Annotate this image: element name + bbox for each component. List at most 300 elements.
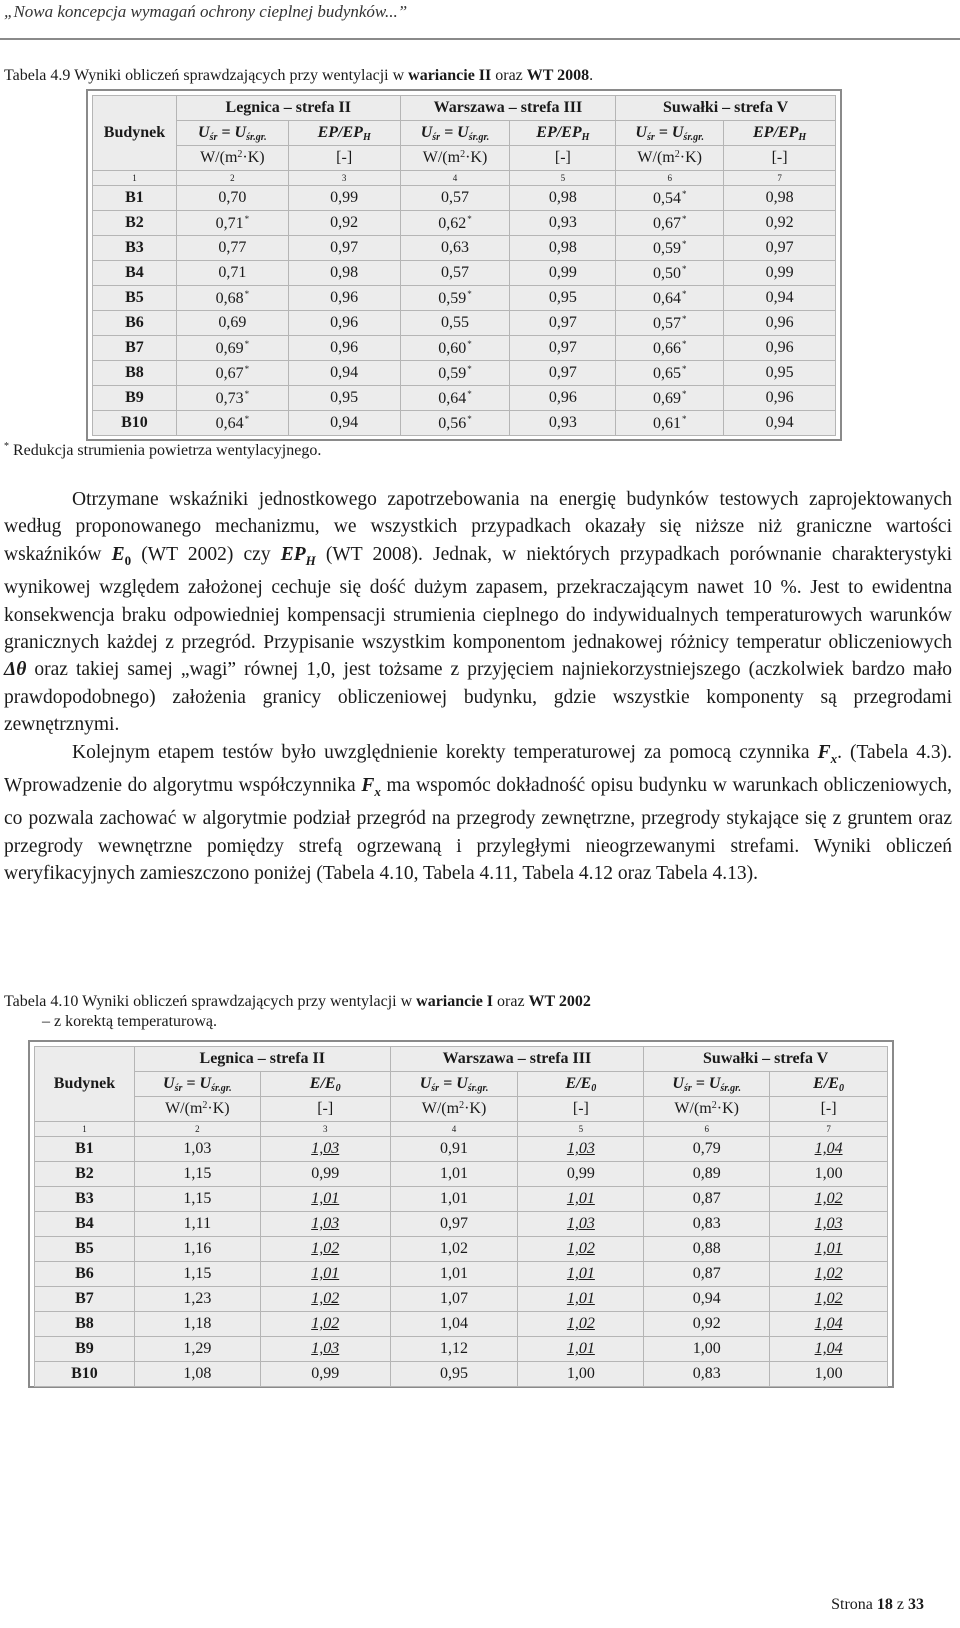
- table-cell: 1,15: [134, 1262, 260, 1287]
- cell-value: 0,96: [330, 339, 359, 356]
- table-cell: [724, 211, 836, 236]
- cell-value: 0,96: [548, 389, 577, 406]
- reduction-mark: *: [244, 413, 250, 424]
- table1-col-number: 4: [400, 171, 510, 186]
- reduction-mark: *: [681, 288, 687, 299]
- table2-unit-e: [-]: [518, 1097, 644, 1122]
- reduction-mark: *: [681, 213, 687, 224]
- symbol-subscript: H: [798, 131, 807, 143]
- cell-value: 0,63: [441, 239, 469, 256]
- table-cell: 0,94: [644, 1287, 770, 1312]
- table2-group-header: Warszawa – strefa III: [390, 1047, 644, 1072]
- table-row: [35, 1137, 888, 1162]
- cell-value: 0,57: [652, 314, 681, 332]
- table-cell: 1,02: [518, 1312, 644, 1337]
- table-cell: 0,95: [390, 1362, 518, 1387]
- row-label: B5: [93, 286, 177, 311]
- cell-value: 0,57: [441, 264, 469, 281]
- table2-group-header: Suwałki – strefa V: [644, 1047, 888, 1072]
- footer-middle: z: [892, 1596, 908, 1613]
- table-cell: 1,04: [770, 1312, 888, 1337]
- table-row: [93, 411, 836, 436]
- table1-col-ep-header: [288, 121, 400, 146]
- table-cell: 1,29: [134, 1337, 260, 1362]
- table-cell: [288, 411, 400, 436]
- table-row: [93, 286, 836, 311]
- table-cell: [400, 186, 510, 211]
- p1-text: (: [131, 543, 148, 565]
- table-cell: 1,18: [134, 1312, 260, 1337]
- table-cell: 1,03: [260, 1212, 390, 1237]
- table2-col-number: 1: [35, 1122, 135, 1137]
- symbol-main: EP/EP: [536, 123, 582, 141]
- footer-total-pages: 33: [908, 1596, 924, 1613]
- table2-header-symbols: [35, 1072, 888, 1097]
- table1-column-numbers: [93, 171, 836, 186]
- table-cell: [724, 286, 836, 311]
- cell-value: 0,96: [330, 314, 359, 331]
- cell-value: 0,99: [765, 264, 794, 281]
- table1-caption-prefix: Tabela 4.9 Wyniki obliczeń sprawdzających przy wentylacji w: [4, 67, 409, 84]
- p1-text: WT 2002: [147, 543, 227, 565]
- table-cell: 1,01: [260, 1187, 390, 1212]
- table2-col-number: 3: [260, 1122, 390, 1137]
- table-cell: [400, 311, 510, 336]
- reduction-mark: *: [681, 313, 687, 324]
- table-row: [35, 1287, 888, 1312]
- table1-caption: [4, 66, 593, 86]
- table-cell: [724, 336, 836, 361]
- running-title: „Nowa koncepcja wymagań ochrony cieplnej budynków...”: [4, 2, 408, 21]
- table-row: [93, 336, 836, 361]
- table-cell: [400, 361, 510, 386]
- table-cell: 1,11: [134, 1212, 260, 1237]
- table1-frame: [86, 89, 842, 441]
- table-cell: [510, 361, 616, 386]
- symbol-equals: = U: [654, 123, 684, 141]
- cell-value: 0,59: [438, 289, 467, 307]
- symbol-subscript: śr.gr.: [720, 1082, 741, 1094]
- table-cell: [176, 311, 288, 336]
- row-label: B6: [93, 311, 177, 336]
- table-cell: 0,87: [644, 1187, 770, 1212]
- table-cell: [288, 211, 400, 236]
- table-cell: [400, 236, 510, 261]
- unit-text: ·K): [679, 149, 702, 166]
- unit-text: W/(m: [674, 1100, 712, 1117]
- table-row: [93, 211, 836, 236]
- table1-footnote: [4, 441, 321, 460]
- cell-value: 0,93: [548, 214, 577, 231]
- unit-text: W/(m: [421, 1100, 460, 1117]
- table1-col-number: 7: [724, 171, 836, 186]
- row-label: B7: [93, 336, 177, 361]
- table-cell: 1,23: [134, 1287, 260, 1312]
- table1-col-number: 3: [288, 171, 400, 186]
- symbol-subscript: śr: [432, 131, 441, 143]
- row-label: B3: [35, 1187, 135, 1212]
- table1-building-header: Budynek: [93, 96, 177, 171]
- p2-text: . (Tabela 4.3). Wprowadzenie do algorytmu współczynnika: [4, 741, 952, 796]
- table2-unit-e: [-]: [770, 1097, 888, 1122]
- cell-value: 0,73: [215, 389, 244, 407]
- table-cell: 0,89: [644, 1162, 770, 1187]
- unit-superscript: 2: [460, 149, 466, 160]
- cell-value: 0,55: [441, 314, 469, 331]
- reduction-mark: *: [467, 363, 472, 374]
- table-cell: [616, 186, 724, 211]
- row-label: B4: [35, 1212, 135, 1237]
- table-cell: [616, 336, 724, 361]
- table-cell: [724, 261, 836, 286]
- table1-col-number: 6: [616, 171, 724, 186]
- table2-caption-prefix: Tabela 4.10 Wyniki obliczeń sprawdzających przy wentylacji w: [4, 993, 417, 1010]
- row-label: B3: [93, 236, 177, 261]
- table1-col-ep-header: [724, 121, 836, 146]
- table1-col-u-header: [400, 121, 510, 146]
- table-cell: 0,87: [644, 1262, 770, 1287]
- cell-value: 0,97: [548, 364, 577, 381]
- unit-text: W/(m: [637, 149, 675, 166]
- reduction-mark: *: [681, 413, 687, 424]
- table-cell: [176, 411, 288, 436]
- table1-col-number: 5: [510, 171, 616, 186]
- unit-text: ·K): [242, 149, 265, 166]
- cell-value: 0,96: [765, 339, 794, 356]
- symbol-subscript: śr: [431, 1082, 440, 1094]
- table2: [34, 1046, 888, 1387]
- cell-value: 0,94: [330, 364, 359, 381]
- table1: [92, 95, 836, 436]
- table-cell: 1,01: [260, 1262, 390, 1287]
- reduction-mark: *: [467, 413, 472, 424]
- symbol-subscript: śr: [209, 131, 218, 143]
- table-cell: [616, 261, 724, 286]
- table-cell: 1,02: [260, 1312, 390, 1337]
- table1-col-number: 2: [176, 171, 288, 186]
- table1-header-symbols: [93, 121, 836, 146]
- table-cell: [724, 186, 836, 211]
- table2-col-number: 2: [134, 1122, 260, 1137]
- cell-value: 0,61: [652, 414, 681, 432]
- cell-value: 0,59: [438, 364, 467, 382]
- row-label: B9: [35, 1337, 135, 1362]
- symbol-main: EP/EP: [753, 123, 799, 141]
- table1-caption-middle: oraz: [491, 67, 527, 84]
- row-label: B8: [35, 1312, 135, 1337]
- table-cell: [176, 186, 288, 211]
- reduction-mark: *: [467, 388, 472, 399]
- symbol-subscript: śr: [646, 131, 655, 143]
- symbol-main: E/E: [309, 1074, 336, 1092]
- symbol-equals: = U: [439, 1074, 468, 1092]
- cell-value: 0,98: [330, 264, 359, 281]
- footer-page-number: 18: [876, 1596, 893, 1613]
- symbol-main: U: [163, 1074, 175, 1092]
- reduction-mark: *: [681, 388, 687, 399]
- symbol-subscript: 0: [335, 1082, 341, 1094]
- table-cell: 1,04: [770, 1337, 888, 1362]
- row-label: B10: [93, 411, 177, 436]
- symbol-main: U: [419, 1074, 432, 1092]
- cell-value: 0,94: [765, 414, 794, 431]
- cell-value: 0,96: [765, 314, 794, 331]
- table2-caption: [4, 992, 591, 1032]
- table-cell: [724, 311, 836, 336]
- cell-value: 0,59: [652, 239, 681, 257]
- table1-unit-u: [616, 146, 724, 171]
- paragraph-2: [4, 739, 952, 888]
- table-row: [93, 311, 836, 336]
- table-cell: 1,02: [770, 1287, 888, 1312]
- reduction-mark: *: [244, 388, 250, 399]
- cell-value: 0,93: [548, 414, 577, 431]
- ep-symbol: EP: [280, 543, 306, 565]
- cell-value: 0,97: [765, 239, 794, 256]
- symbol-equals: = U: [440, 123, 469, 141]
- table-cell: [616, 211, 724, 236]
- cell-value: 0,71: [218, 264, 247, 281]
- reduction-mark: *: [681, 188, 687, 199]
- unit-text: ·K): [465, 149, 488, 166]
- footnote-mark: *: [4, 441, 9, 452]
- table-cell: [400, 261, 510, 286]
- table-cell: [724, 236, 836, 261]
- table-cell: 1,01: [518, 1187, 644, 1212]
- table2-col-u-header: [390, 1072, 518, 1097]
- cell-value: 0,92: [765, 214, 794, 231]
- cell-value: 0,95: [765, 364, 794, 381]
- table-cell: 1,12: [390, 1337, 518, 1362]
- cell-value: 0,68: [215, 289, 244, 307]
- row-label: B5: [35, 1237, 135, 1262]
- table-cell: [510, 236, 616, 261]
- cell-value: 0,64: [438, 389, 467, 407]
- cell-value: 0,96: [765, 389, 794, 406]
- reduction-mark: *: [467, 338, 472, 349]
- table1-header-units: [93, 146, 836, 171]
- table2-unit-u: [644, 1097, 770, 1122]
- row-label: B6: [35, 1262, 135, 1287]
- table-cell: [616, 411, 724, 436]
- cell-value: 0,67: [652, 214, 681, 232]
- table-row: [35, 1262, 888, 1287]
- table-cell: [176, 211, 288, 236]
- table2-col-e-header: [770, 1072, 888, 1097]
- table-row: [93, 386, 836, 411]
- row-label: B10: [35, 1362, 135, 1387]
- table-cell: [616, 386, 724, 411]
- table2-col-number: 7: [770, 1122, 888, 1137]
- table1-group-header: Warszawa – strefa III: [400, 96, 616, 121]
- table-cell: 1,08: [134, 1362, 260, 1387]
- reduction-mark: *: [244, 288, 250, 299]
- table-cell: 1,02: [518, 1237, 644, 1262]
- reduction-mark: *: [467, 288, 472, 299]
- table-row: [35, 1312, 888, 1337]
- p1-text: Otrzymane wskaźniki jednostkowego zapotrzebowania na energię budynków testowych zaprojektowanych według proponowanego mechanizmu, we wszystkich przypadkach okazały się niższe niż graniczne wartości wskaźników: [4, 489, 952, 565]
- table-cell: 1,03: [518, 1137, 644, 1162]
- cell-value: 0,97: [548, 339, 577, 356]
- fx-subscript: x: [374, 783, 381, 799]
- table2-column-numbers: [35, 1122, 888, 1137]
- table1-group-header: Legnica – strefa II: [176, 96, 400, 121]
- table-cell: 0,79: [644, 1137, 770, 1162]
- table-cell: 1,02: [260, 1237, 390, 1262]
- table-cell: [400, 386, 510, 411]
- table2-caption-standard: WT 2002: [528, 993, 591, 1010]
- table2-caption-variant: wariancie I: [416, 993, 494, 1010]
- unit-text: W/(m: [200, 149, 238, 166]
- table-cell: [400, 211, 510, 236]
- table-cell: [724, 386, 836, 411]
- unit-text: ·K): [464, 1100, 487, 1117]
- table-row: [35, 1212, 888, 1237]
- table-cell: [288, 386, 400, 411]
- table-cell: 1,02: [260, 1287, 390, 1312]
- table-row: [35, 1162, 888, 1187]
- reduction-mark: *: [681, 263, 687, 274]
- table-cell: 1,16: [134, 1237, 260, 1262]
- table-cell: 1,03: [770, 1212, 888, 1237]
- page-footer: [831, 1596, 924, 1614]
- table2-col-number: 4: [390, 1122, 518, 1137]
- cell-value: 0,99: [330, 189, 359, 206]
- table-cell: [616, 311, 724, 336]
- table-cell: 0,91: [390, 1137, 518, 1162]
- row-label: B1: [93, 186, 177, 211]
- table-cell: 0,97: [390, 1212, 518, 1237]
- table-cell: [616, 236, 724, 261]
- symbol-equals: = U: [691, 1074, 721, 1092]
- table2-col-e-header: [518, 1072, 644, 1097]
- ep-subscript: H: [305, 552, 316, 568]
- table-cell: [176, 286, 288, 311]
- table2-col-number: 6: [644, 1122, 770, 1137]
- table-cell: 1,15: [134, 1187, 260, 1212]
- table-row: [93, 186, 836, 211]
- table-row: [35, 1187, 888, 1212]
- table-cell: [510, 261, 616, 286]
- reduction-mark: *: [244, 213, 250, 224]
- table-cell: 1,01: [518, 1287, 644, 1312]
- cell-value: 0,97: [330, 239, 359, 256]
- table-row: [35, 1237, 888, 1262]
- cell-value: 0,95: [330, 389, 359, 406]
- table2-unit-u: [134, 1097, 260, 1122]
- table-cell: [176, 261, 288, 286]
- unit-superscript: 2: [459, 1100, 465, 1111]
- table-cell: [616, 286, 724, 311]
- cell-value: 0,62: [438, 214, 467, 232]
- table-cell: [510, 186, 616, 211]
- table-cell: [724, 361, 836, 386]
- table-cell: 1,02: [770, 1262, 888, 1287]
- p2-text: Kolejnym etapem testów było uwzględnienie korekty temperaturowej za pomocą czynnika: [72, 741, 818, 763]
- symbol-subscript: 0: [838, 1082, 844, 1094]
- unit-text: ·K): [716, 1100, 739, 1117]
- table-cell: [510, 336, 616, 361]
- table2-frame: [28, 1040, 894, 1388]
- table1-unit-ep: [-]: [724, 146, 836, 171]
- symbol-equals: = U: [217, 123, 247, 141]
- table2-group-header: Legnica – strefa II: [134, 1047, 390, 1072]
- table-cell: [288, 336, 400, 361]
- unit-text: W/(m: [165, 1100, 203, 1117]
- cell-value: 0,77: [218, 239, 247, 256]
- table-cell: [510, 411, 616, 436]
- table-cell: 1,07: [390, 1287, 518, 1312]
- table-cell: 1,01: [518, 1262, 644, 1287]
- table2-unit-e: [-]: [260, 1097, 390, 1122]
- cell-value: 0,97: [548, 314, 577, 331]
- cell-value: 0,64: [652, 289, 681, 307]
- table-cell: 0,99: [260, 1362, 390, 1387]
- table-cell: 1,01: [390, 1262, 518, 1287]
- symbol-equals: = U: [182, 1074, 212, 1092]
- table-cell: 1,03: [518, 1212, 644, 1237]
- table1-caption-variant: wariancie II: [408, 67, 492, 84]
- fx-subscript: x: [830, 750, 838, 766]
- table-row: [93, 236, 836, 261]
- table2-unit-u: [390, 1097, 518, 1122]
- reduction-mark: *: [244, 363, 250, 374]
- table-cell: 1,03: [134, 1137, 260, 1162]
- reduction-mark: *: [244, 338, 250, 349]
- cell-value: 0,94: [330, 414, 359, 431]
- body-text: [4, 486, 952, 887]
- table2-header-groups: [35, 1047, 888, 1072]
- table-cell: [724, 411, 836, 436]
- row-label: B1: [35, 1137, 135, 1162]
- row-label: B7: [35, 1287, 135, 1312]
- symbol-subscript: śr.gr.: [246, 131, 267, 143]
- cell-value: 0,57: [441, 189, 469, 206]
- table-cell: 0,83: [644, 1362, 770, 1387]
- table-cell: 1,03: [260, 1137, 390, 1162]
- unit-superscript: 2: [202, 1100, 208, 1111]
- row-label: B2: [93, 211, 177, 236]
- cell-value: 0,50: [652, 264, 681, 282]
- table1-caption-standard: WT 2008: [526, 67, 590, 84]
- table-cell: [510, 286, 616, 311]
- p1-text: ). Jednak, w niektórych przypadkach porównanie charakterystyki wynikowej względem założonej cechuje się dość dużym zapasem, przekraczającym nawet 10 %. Jest to ewidentna konsekwencja braku odpowiedniej kompensacji strumienia cieplnego do indywidualnych temperaturowych warunków granicznych każdej z przegród. Przypisanie wszystkim komponentom jednakowej różnicy temperatur obliczeniowych: [4, 543, 953, 653]
- table2-building-header: Budynek: [35, 1047, 135, 1122]
- table2-col-e-header: [260, 1072, 390, 1097]
- unit-text: ·K): [207, 1100, 230, 1117]
- symbol-main: U: [420, 123, 433, 141]
- cell-value: 0,99: [548, 264, 577, 281]
- cell-value: 0,69: [218, 314, 247, 331]
- p1-text: oraz takiej samej „wagi” równej 1,0, jest tożsame z przyjęciem najniekorzystniejszego (aczkolwiek bardzo mało prawdopodobnego) założenia granicy obliczeniowej budynku, gdzie wszystkie komponenty są przegrodami zewnętrznymi.: [4, 659, 952, 736]
- symbol-main: U: [198, 123, 210, 141]
- table-row: [35, 1362, 888, 1387]
- table-cell: [288, 311, 400, 336]
- paragraph-1: [4, 486, 952, 739]
- table2-col-u-header: [644, 1072, 770, 1097]
- symbol-main: U: [672, 1074, 684, 1092]
- table-cell: 1,04: [770, 1137, 888, 1162]
- unit-text: W/(m: [422, 149, 461, 166]
- table1-caption-suffix: .: [589, 67, 594, 84]
- fx-symbol: F: [817, 741, 831, 763]
- reduction-mark: *: [681, 238, 687, 249]
- table-cell: [510, 211, 616, 236]
- unit-superscript: 2: [237, 149, 243, 160]
- table-cell: [510, 386, 616, 411]
- unit-superscript: 2: [711, 1100, 717, 1111]
- cell-value: 0,70: [218, 189, 247, 206]
